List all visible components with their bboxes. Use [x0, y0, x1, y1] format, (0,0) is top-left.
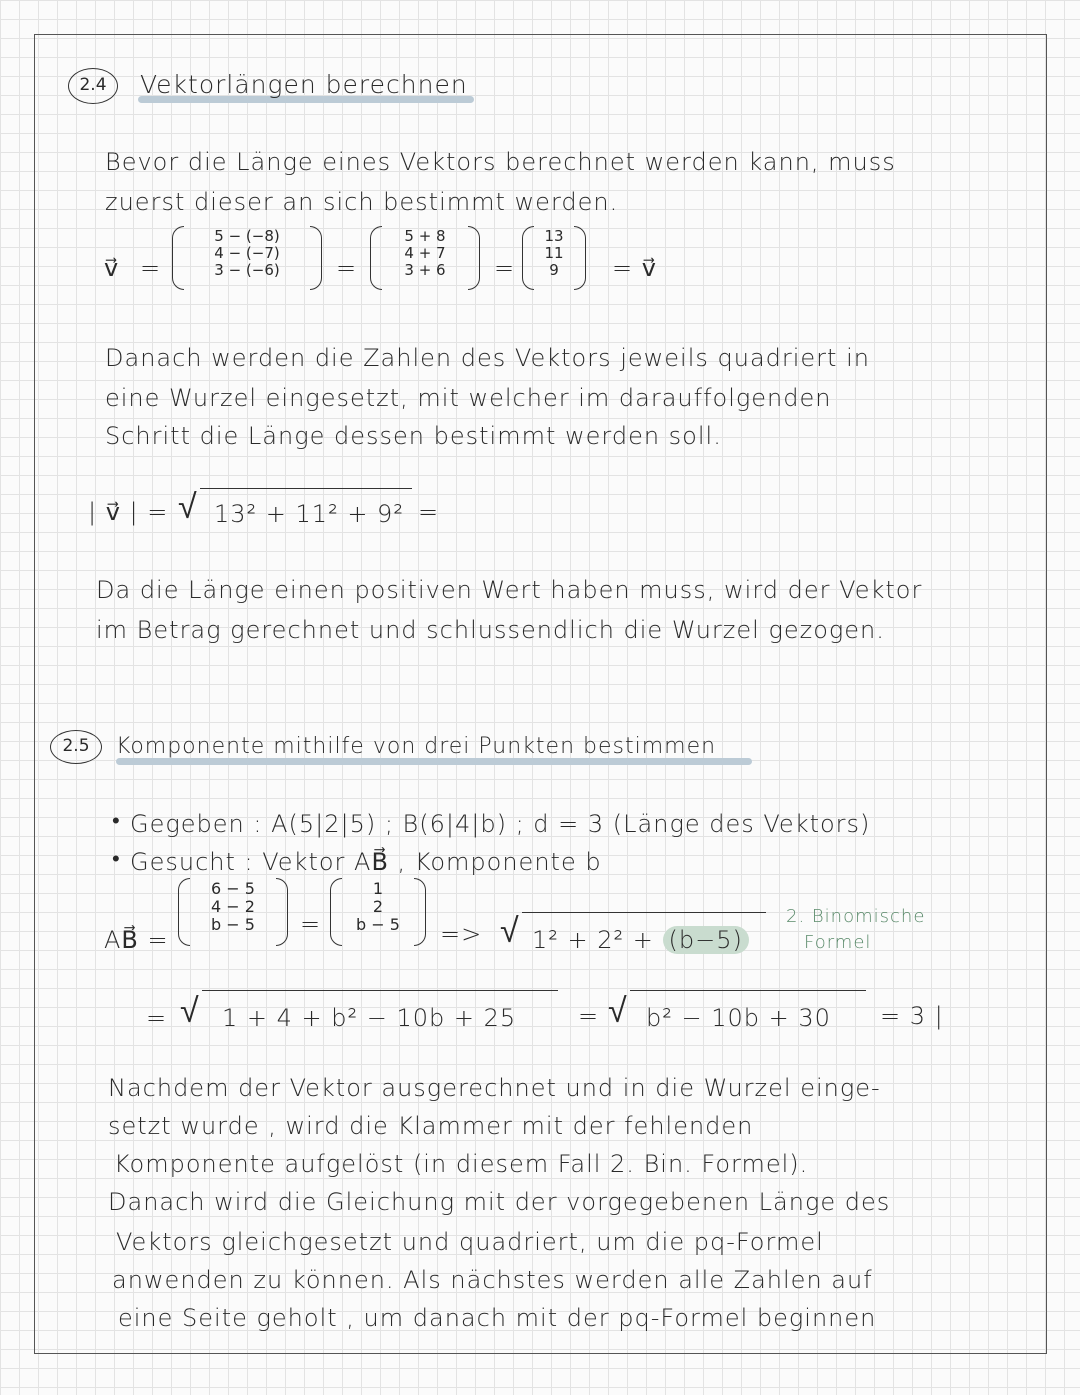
vector-row: 5 + 8 [404, 227, 446, 245]
open-paren [172, 226, 184, 290]
vector-row: 4 − 2 [211, 897, 255, 916]
sqrt-bar [200, 488, 412, 489]
vector-row: 6 − 5 [211, 879, 255, 898]
sqrt-sign: √ [608, 991, 628, 1031]
paragraph-line-3: Komponente aufgelöst (in diesem Fall 2. Bin. Formel). [114, 1150, 809, 1178]
equals-sign: = [578, 1002, 600, 1030]
vector-row: 11 [544, 244, 564, 262]
section-number-badge: 2.5 [50, 730, 102, 764]
paragraph-line-4: Danach wird die Gleichung mit der vorgegebenen Länge des [108, 1188, 891, 1216]
open-paren [370, 226, 382, 290]
section-number-badge: 2.4 [68, 68, 118, 104]
simplified-radicand: b² − 10b + 30 [646, 1004, 831, 1032]
intro-line-1: Bevor die Länge eines Vektors berechnet werden kann, muss [105, 148, 896, 176]
paragraph-3-line-1: Da die Länge einen positiven Wert haben muss, wird der Vektor [96, 576, 923, 604]
given-line: Gegeben : A(5|2|5) ; B(6|4|b) ; d = 3 (Länge des Vektors) [130, 810, 871, 838]
norm-rhs: = [418, 498, 440, 526]
section-title: Vektorlängen berechnen [140, 70, 468, 99]
open-paren [178, 878, 190, 946]
paragraph-2-line-1: Danach werden die Zahlen des Vektors jeweils quadriert in [105, 344, 870, 372]
paragraph-line-7: eine Seite geholt , um danach mit der pq-Formel beginnen [118, 1304, 877, 1332]
paragraph-line-2: setzt wurde , wird die Klammer mit der fehlenden [108, 1112, 754, 1140]
equals-sign: = [336, 254, 358, 282]
ab-lhs: AB⃗ = [104, 926, 169, 954]
vector-row: 9 [549, 261, 559, 279]
vector-result [522, 226, 586, 290]
equals-sign: = [146, 1004, 168, 1032]
intro-line-2: zuerst dieser an sich bestimmt werden. [105, 188, 619, 216]
equals-sign: = [300, 910, 322, 938]
equation-rhs: = 3 | [880, 1002, 944, 1030]
vector-v-symbol: v⃗ [104, 254, 120, 282]
equals-sign: = [494, 254, 516, 282]
sqrt-sign: √ [178, 487, 198, 527]
paragraph-2-line-2: eine Wurzel eingesetzt, mit welcher im darauffolgenden [105, 384, 832, 412]
paragraph-2-line-3: Schritt die Länge dessen bestimmt werden soll. [105, 422, 722, 450]
norm-radicand: 13² + 11² + 9² [214, 500, 404, 528]
vector-sum [370, 226, 480, 290]
sqrt-bar [630, 990, 866, 991]
vector-row: 3 + 6 [404, 261, 446, 279]
close-paren [276, 878, 288, 946]
close-paren [468, 226, 480, 290]
title-highlight [116, 758, 752, 765]
ab-root-text: 1² + 2² + [532, 926, 663, 954]
section-title: Komponente mithilfe von drei Punkten bestimmen [116, 734, 717, 759]
expanded-radicand: 1 + 4 + b² − 10b + 25 [222, 1004, 517, 1032]
sought-line: Gesucht : Vektor AB⃗ , Komponente b [130, 848, 602, 876]
sqrt-bar [202, 990, 558, 991]
vector-row: 3 − (−6) [214, 261, 280, 279]
close-paren [574, 226, 586, 290]
open-paren [522, 226, 534, 290]
equals-sign: = [140, 254, 162, 282]
binomial-note-line-1: 2. Binomische [786, 906, 926, 927]
vector-row: 4 − (−7) [214, 244, 280, 262]
bullet-dot: • [112, 809, 121, 834]
open-paren [330, 878, 342, 946]
close-paren [310, 226, 322, 290]
paragraph-line-6: anwenden zu können. Als nächstes werden alle Zahlen auf [112, 1266, 873, 1294]
vector-row: 5 − (−8) [214, 227, 280, 245]
paragraph-line-1: Nachdem der Vektor ausgerechnet und in die Wurzel einge- [108, 1074, 881, 1102]
sqrt-sign: √ [500, 911, 520, 951]
vector-row: 2 [372, 897, 384, 916]
norm-lhs: | v⃗ | = [88, 498, 169, 526]
ab-vector-difference [178, 878, 288, 946]
implies-arrow: => [440, 920, 483, 948]
vector-row: b − 5 [211, 915, 255, 934]
ab-root-radicand [532, 928, 749, 952]
vector-row: 4 + 7 [404, 244, 446, 262]
paragraph-3-line-2: im Betrag gerechnet und schlussendlich die Wurzel gezogen. [96, 616, 885, 644]
bullet-dot: • [112, 847, 121, 872]
vector-difference [172, 226, 322, 290]
binomial-note-line-2: Formel [804, 932, 872, 953]
ab-vector-result [330, 878, 426, 946]
sqrt-sign: √ [180, 991, 200, 1031]
sqrt-bar [522, 912, 766, 913]
vector-tail: = v⃗ [612, 254, 657, 282]
binomial-highlight: (b−5) [663, 926, 749, 954]
paragraph-line-5: Vektors gleichgesetzt und quadriert, um die pq-Formel [116, 1228, 824, 1256]
close-paren [414, 878, 426, 946]
vector-row: 13 [544, 227, 564, 245]
vector-row: b − 5 [356, 915, 400, 934]
vector-row: 1 [372, 879, 384, 898]
